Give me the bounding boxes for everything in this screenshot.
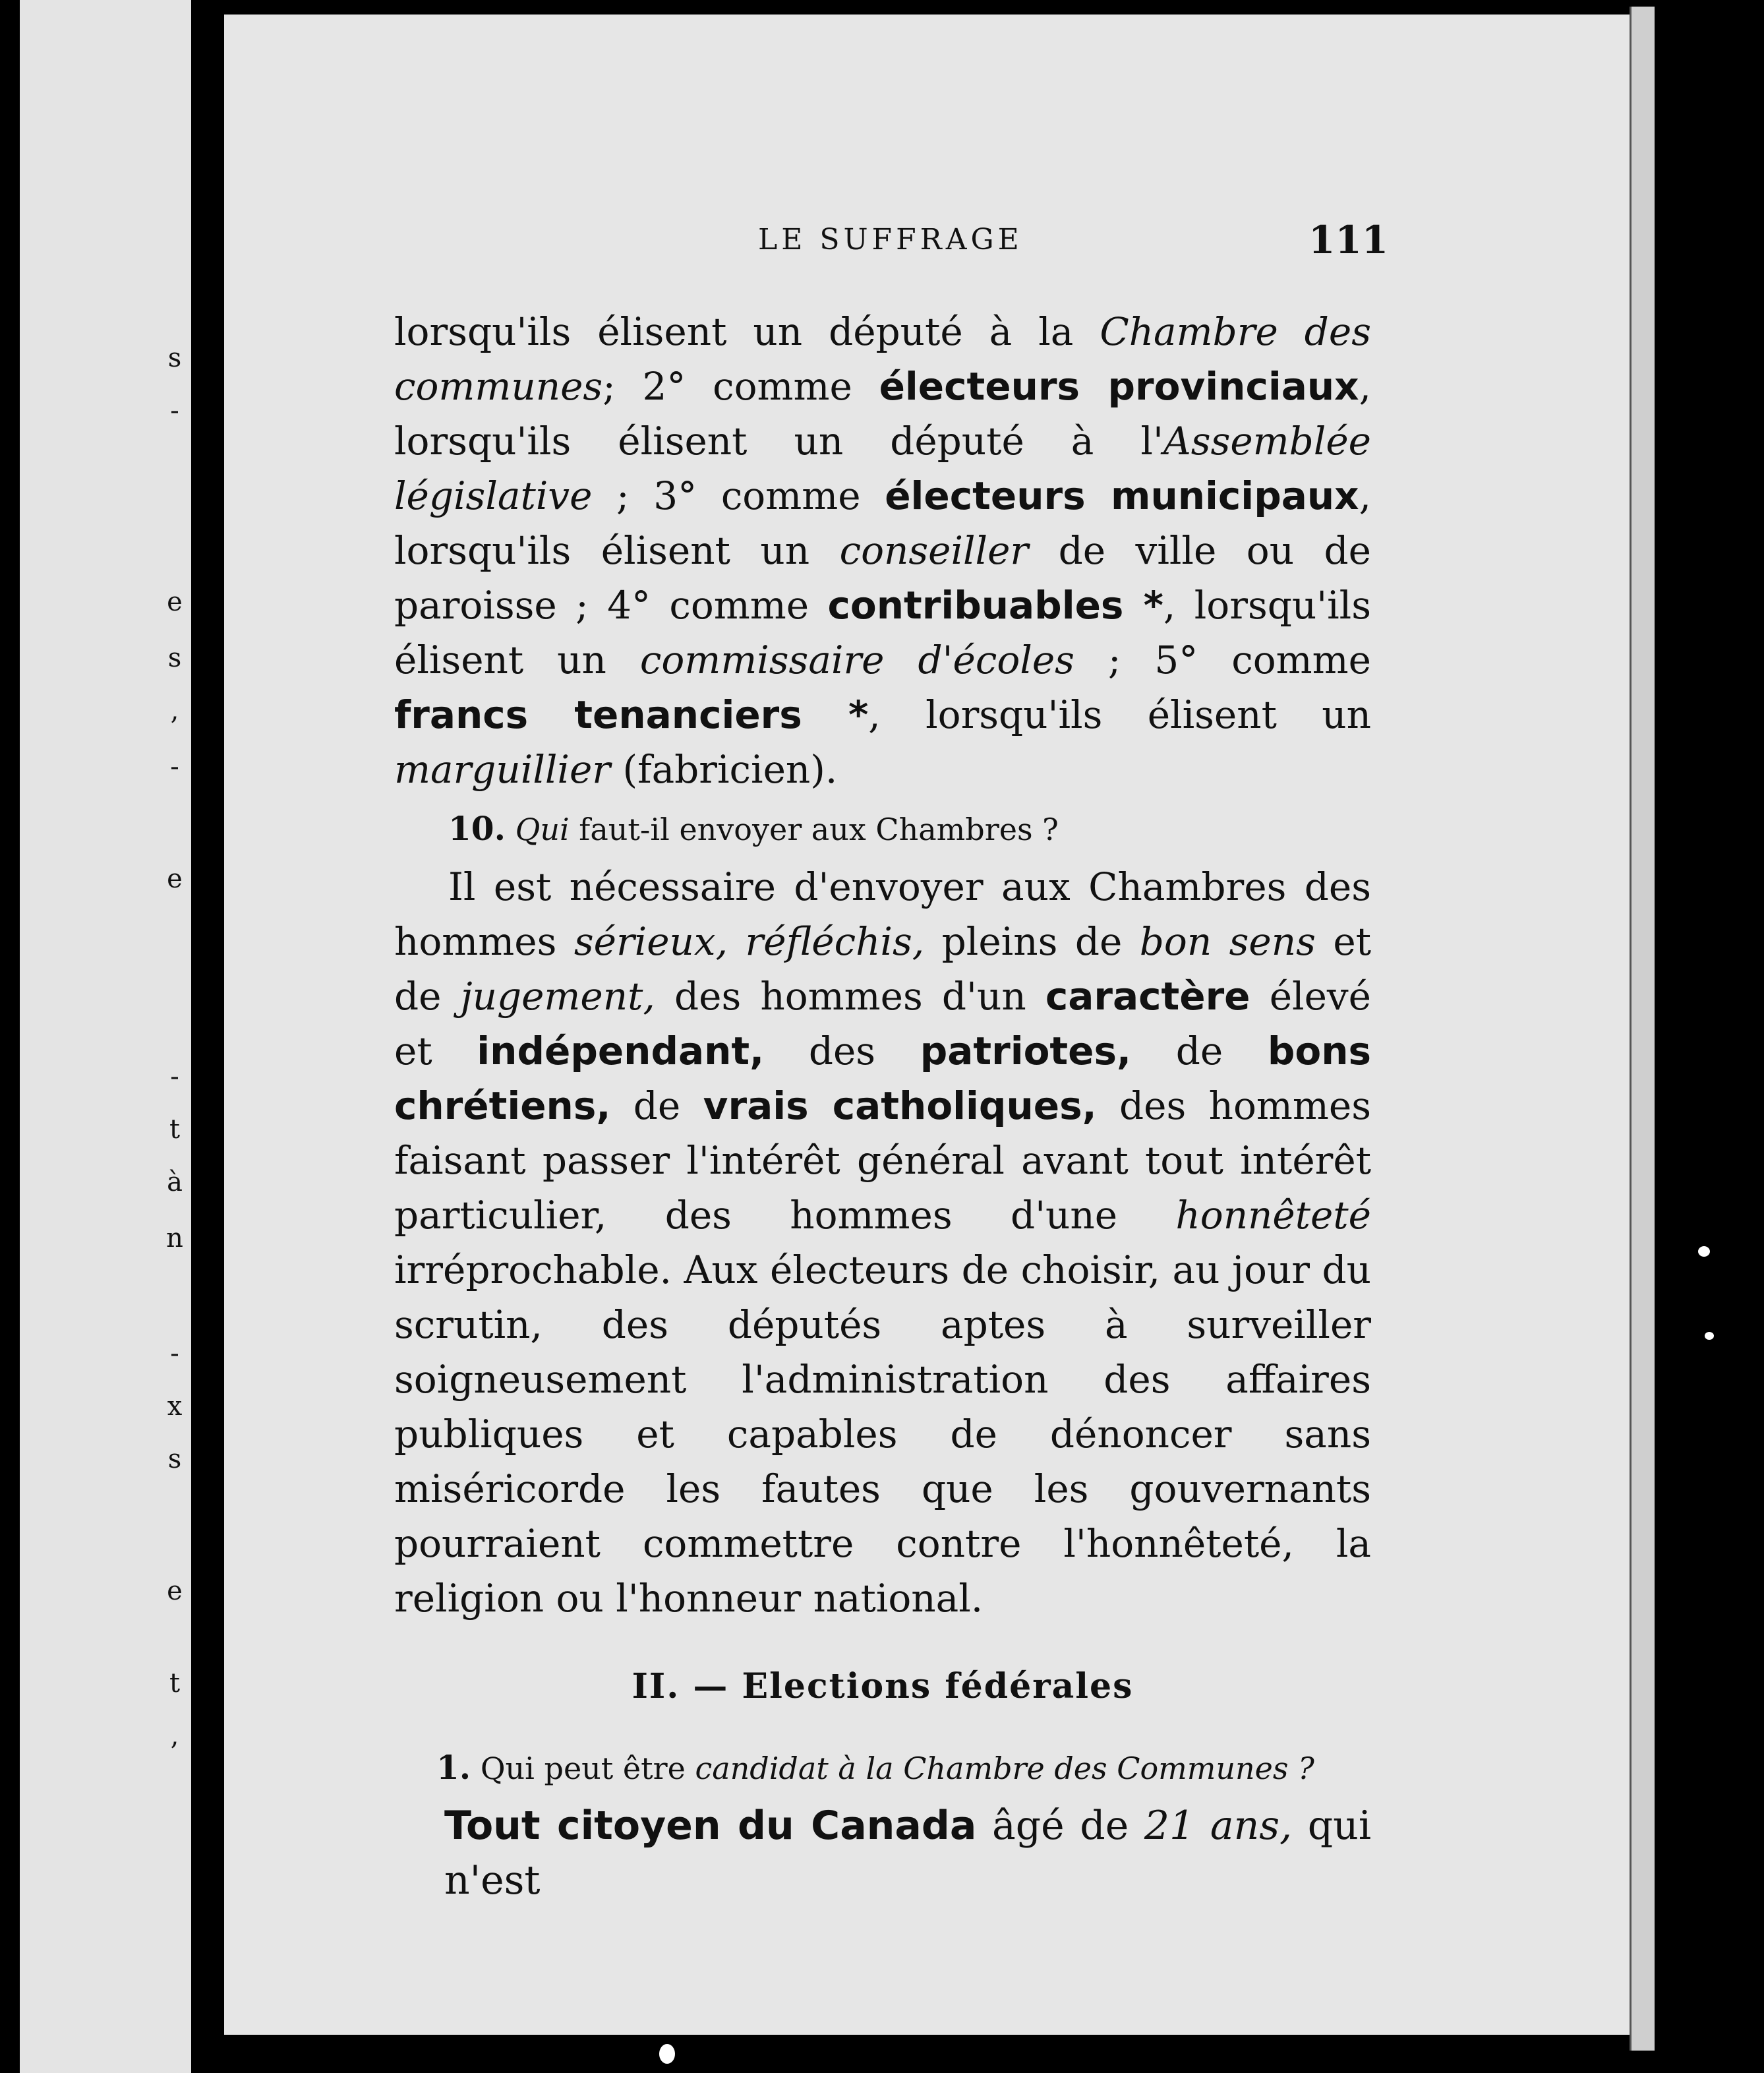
facing-page-char: - — [170, 1338, 179, 1369]
page-number: 111 — [1308, 218, 1389, 262]
facing-page-char: t — [169, 1668, 181, 1698]
facing-page-char: e — [167, 1576, 183, 1606]
scan-border — [1655, 0, 1764, 2073]
facing-page-char: e — [167, 587, 183, 617]
facing-page-char: à — [167, 1167, 183, 1197]
running-head: LE SUFFRAGE — [758, 223, 1023, 256]
question-10: 10. Qui faut-il envoyer aux Chambres ? — [448, 809, 1059, 848]
facing-page-char: , — [170, 696, 179, 726]
section-heading: II. — Elections fédérales — [632, 1666, 1134, 1706]
facing-page-char: x — [167, 1391, 183, 1422]
facing-page-char: - — [170, 396, 179, 426]
scan-speck — [659, 2044, 675, 2064]
scan-speck — [1705, 1332, 1714, 1340]
facing-page-char: - — [170, 752, 179, 782]
facing-page-char: s — [167, 643, 182, 673]
page-body — [394, 305, 1371, 1908]
facing-page-char: s — [167, 343, 182, 373]
facing-page-char: e — [167, 864, 183, 894]
scan-speck — [1698, 1246, 1710, 1257]
paragraph-electors: lorsqu'ils élisent un député à la Chambre des communes; 2° comme électeurs provinciaux, lorsqu'ils élisent un député à l'Assemblée législative ; 3° comme électeurs municipaux, lorsqu'ils élisent un conseiller de ville ou de paroisse ; 4° comme contribuables *, lorsqu'ils élisent un commissaire d'écoles ; 5° comme francs tenanciers *, lorsqu'ils élisent un marguillier (fabricien). — [394, 309, 1372, 792]
book-gutter — [191, 0, 224, 2073]
facing-page-edge — [0, 0, 20, 2073]
facing-page-char: - — [170, 1062, 179, 1092]
page-edge — [1630, 7, 1657, 2051]
paragraph-answer-10: Il est nécessaire d'envoyer aux Chambres des hommes sérieux, réfléchis, pleins de bon sens et de jugement, des hommes d'un caractère élevé et indépendant, des patriotes, de bons chrétiens, de vrais catholiques, des hommes faisant passer l'intérêt général avant tout intérêt particulier, des hommes d'une honnêteté irréprochable. Aux électeurs de choisir, au jour du scrutin, des députés aptes à surveiller soigneusement l'administration des affaires publiques et capables de dénoncer sans miséricorde les fautes que les gouvernants pourraient commettre contre l'honnêteté, la religion ou l'honneur national. — [394, 864, 1372, 1621]
facing-page-char: , — [170, 1721, 179, 1751]
facing-page-char: n — [166, 1223, 183, 1253]
facing-page-char: s — [167, 1444, 182, 1474]
answer-1-start: Tout citoyen du Canada âgé de 21 ans, qui n'est — [444, 1803, 1372, 1904]
question-1: 1. Qui peut être candidat à la Chambre des Communes ? — [436, 1748, 1314, 1787]
facing-page-char: t — [169, 1114, 181, 1145]
facing-page — [0, 0, 191, 2073]
